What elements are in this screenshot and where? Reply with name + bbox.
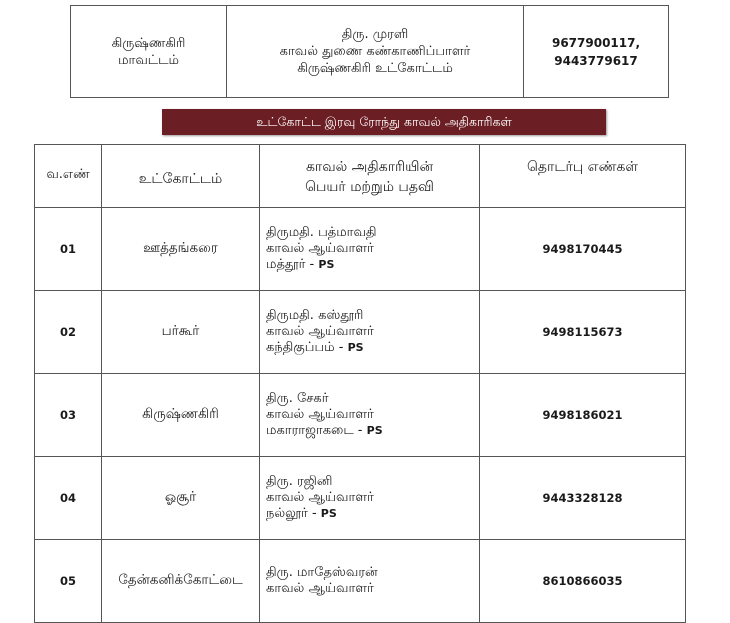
dsp-phone-cell [524, 6, 669, 98]
station-name: மத்தூர் - [266, 257, 315, 272]
officer-rank: காவல் ஆய்வாளர் [266, 581, 374, 596]
row-officer [260, 291, 480, 374]
table-row [35, 540, 686, 623]
officer-station [266, 257, 479, 273]
row-officer [260, 457, 480, 540]
district-cell [71, 6, 227, 98]
header-subdivision: உட்கோட்டம் [102, 145, 260, 208]
officer-rank: காவல் ஆய்வாளர் [266, 407, 374, 422]
ps-label: PS [318, 258, 335, 271]
row-subdivision: தேன்கனிக்கோட்டை [102, 540, 260, 623]
header-sno: வ.எண் [35, 145, 102, 208]
section-banner: உட்கோட்ட இரவு ரோந்து காவல் அதிகாரிகள் [162, 109, 606, 135]
dsp-rank: காவல் துணை கண்காணிப்பாளர் [279, 44, 471, 59]
officer-name: திருமதி. பத்மாவதி [266, 225, 377, 240]
ps-label: PS [347, 341, 364, 354]
table-row [35, 374, 686, 457]
district-name: கிருஷ்ணகிரி [111, 35, 186, 51]
ps-label: PS [366, 424, 383, 437]
row-officer [260, 374, 480, 457]
row-phone: 9498170445 [480, 208, 686, 291]
dsp-phone-2: 9443779617 [554, 53, 638, 68]
station-name: கந்திகுப்பம் - [266, 340, 344, 355]
row-officer [260, 540, 480, 623]
header-officer-line1: காவல் அதிகாரியின் [305, 159, 434, 175]
header-contact: தொடர்பு எண்கள் [480, 145, 686, 208]
district-contact-row [71, 6, 669, 98]
officer-name: திரு. சேகர் [266, 391, 329, 406]
row-subdivision: கிருஷ்ணகிரி [102, 374, 260, 457]
row-phone: 9443328128 [480, 457, 686, 540]
header-officer-line2: பெயர் மற்றும் பதவி [305, 179, 434, 195]
officer-name: திரு. மாதேஸ்வரன் [266, 565, 378, 580]
dsp-name: திரு. முரளி [341, 27, 409, 42]
dsp-division: கிருஷ்ணகிரி உட்கோட்டம் [297, 61, 453, 76]
officer-station [266, 423, 479, 439]
officer-name: திரு. ரஜினி [266, 474, 333, 489]
row-sno: 03 [35, 374, 102, 457]
row-phone: 9498115673 [480, 291, 686, 374]
officer-station [266, 506, 479, 522]
officer-rank: காவல் ஆய்வாளர் [266, 241, 374, 256]
officer-station [266, 340, 479, 356]
table-header-row [35, 145, 686, 208]
table-row [35, 457, 686, 540]
district-label: மாவட்டம் [118, 52, 179, 68]
row-sno: 04 [35, 457, 102, 540]
row-sno: 02 [35, 291, 102, 374]
row-sno: 01 [35, 208, 102, 291]
station-name: நல்லூர் - [266, 506, 317, 521]
row-phone: 8610866035 [480, 540, 686, 623]
row-subdivision: பர்கூர் [102, 291, 260, 374]
row-phone: 9498186021 [480, 374, 686, 457]
row-subdivision: ஊத்தங்கரை [102, 208, 260, 291]
table-row [35, 291, 686, 374]
row-officer [260, 208, 480, 291]
night-patrol-officers-table [34, 144, 686, 623]
station-name: மகாராஜாகடை - [266, 423, 363, 438]
header-officer [260, 145, 480, 208]
dsp-cell [227, 6, 524, 98]
district-contact-table [70, 5, 669, 98]
row-sno: 05 [35, 540, 102, 623]
officer-rank: காவல் ஆய்வாளர் [266, 324, 374, 339]
row-subdivision: ஓசூர் [102, 457, 260, 540]
officer-name: திருமதி. கஸ்தூரி [266, 308, 364, 323]
ps-label: PS [320, 507, 337, 520]
table-row [35, 208, 686, 291]
officer-rank: காவல் ஆய்வாளர் [266, 490, 374, 505]
dsp-phone-1: 9677900117, [551, 35, 641, 50]
